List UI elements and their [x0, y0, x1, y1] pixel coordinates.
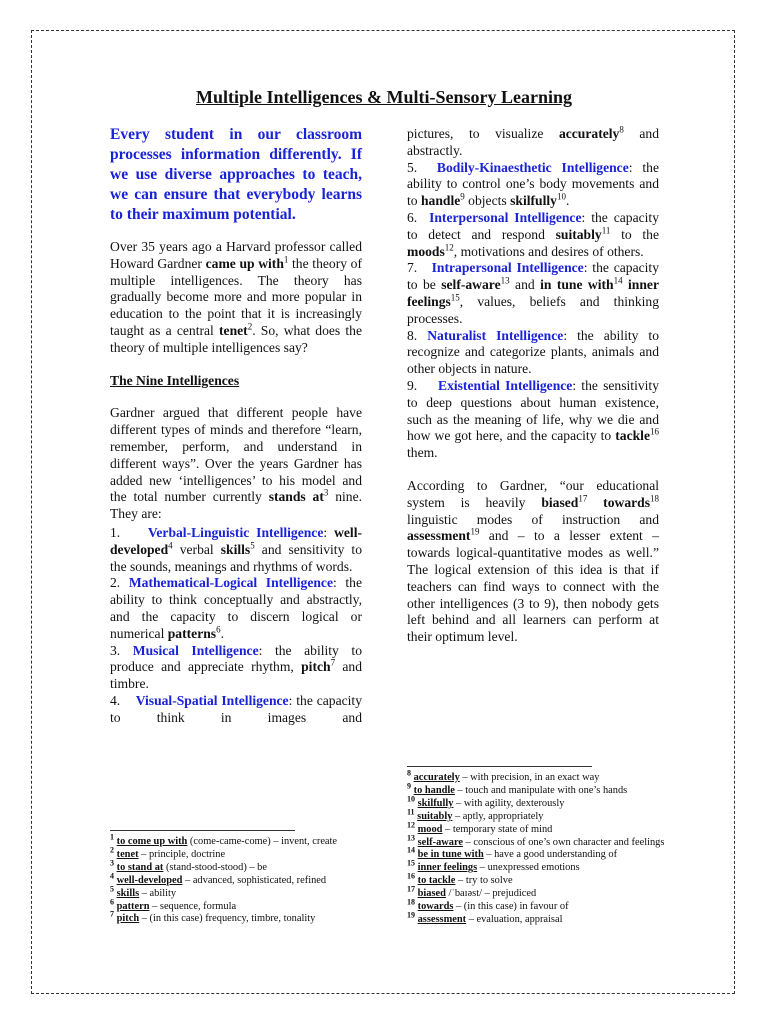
list-item: [407, 160, 659, 210]
footnote-definition: – touch and manipulate with one’s hands: [454, 784, 628, 796]
intelligence-list-right: [407, 126, 659, 462]
item-text: and abstractly.: [407, 126, 659, 158]
footnote-number: 13: [407, 833, 415, 843]
footnote-number: 17: [407, 884, 415, 894]
footnote: [407, 871, 669, 888]
footnote-term: be in tune with: [417, 849, 484, 861]
footnote-ref: 2: [247, 321, 253, 332]
footnote-number: 3: [110, 858, 114, 868]
item-term: tackle: [615, 428, 650, 444]
item-number: 4.: [110, 692, 121, 708]
footnote-definition: (come-came-come) – invent, create: [187, 836, 338, 847]
intro-term: came up with: [205, 255, 284, 271]
item-text: : the ability to think conceptually and abstractly, and the capacity to discern logical or numerical: [110, 575, 362, 641]
footnote-term: inner feelings: [417, 862, 478, 874]
footnote-term: accurately: [413, 772, 460, 783]
footnote-term: to handle: [413, 784, 455, 796]
footnotes-right: [407, 768, 669, 927]
footnote-definition: – try to solve: [455, 875, 513, 887]
item-text: , values, beliefs and thinking processes.: [407, 293, 659, 326]
footnote: [110, 897, 365, 914]
intelligence-list-left: [110, 525, 362, 727]
para-term: towards: [603, 494, 650, 510]
list-item: [110, 575, 362, 642]
item-number: 8.: [407, 327, 418, 343]
item-text: .: [565, 193, 570, 209]
footnote-term: to stand at: [116, 861, 164, 873]
para-term: stands at: [268, 489, 324, 505]
list-item: [407, 210, 659, 260]
footnote-ref: 14: [613, 275, 623, 286]
footnote: [407, 910, 669, 927]
footnote-definition: – evaluation, appraisal: [466, 913, 563, 925]
intelligence-name: Intrapersonal Intelligence: [431, 260, 584, 276]
item-number: 6.: [407, 209, 418, 225]
item-text: and sensitivity to the sounds, meanings and rhythms of words.: [110, 541, 362, 574]
footnote-number: 18: [407, 897, 415, 907]
intelligence-name: Existential Intelligence: [438, 377, 573, 393]
footnote-ref: 10: [556, 191, 566, 202]
footnote: [110, 871, 365, 888]
item-text: objects: [464, 193, 511, 209]
item-text: : the ability to control one’s body movements and to: [407, 159, 659, 209]
footnote-ref: 5: [250, 540, 255, 551]
para-term: biased: [541, 494, 579, 510]
list-item: [110, 525, 362, 575]
footnote-term: mood: [417, 823, 443, 835]
footnote-ref: 13: [500, 275, 510, 286]
footnote-definition: – with precision, in an exact way: [459, 772, 600, 783]
footnote-term: pitch: [116, 913, 140, 925]
footnote-term: tenet: [116, 848, 139, 860]
item-number: 9.: [407, 377, 418, 393]
footnote: [407, 807, 669, 824]
footnote-ref: 18: [650, 493, 659, 504]
item-term: suitably: [555, 226, 602, 242]
footnote-ref: 9: [460, 191, 465, 202]
para-text: and – to a lesser extent – towards logical-quantitative modes as well.” The logical extension of this idea is that if teachers can find ways to connect with the other intelligences (3 to 9), then nobody gets left behind and all learners can perform at their optimum level.: [407, 528, 659, 645]
item-number: 1.: [110, 524, 121, 540]
footnote-ref: 1: [283, 254, 289, 265]
footnote: [110, 845, 365, 862]
item-text: to the: [610, 226, 659, 242]
footnote-number: 4: [110, 871, 114, 881]
footnote: [407, 897, 669, 914]
para-term: assessment: [407, 528, 471, 544]
para-text: nine. They are:: [110, 489, 363, 522]
footnote-term: assessment: [417, 913, 467, 925]
footnote-term: skilfully: [417, 797, 454, 809]
footnote-ref: 16: [650, 426, 659, 437]
footnote-ref: 7: [330, 657, 336, 668]
item-number: 2.: [110, 575, 121, 591]
item-term: inner feelings: [407, 277, 659, 309]
list-item: [407, 328, 659, 378]
footnote-number: 1: [110, 832, 114, 842]
para-text: [587, 495, 603, 510]
list-item: [407, 378, 659, 462]
item-text: : the capacity to detect and respond: [407, 209, 660, 242]
footnote-definition: – (in this case) frequency, timbre, tonality: [139, 913, 316, 925]
item-term: well-developed: [110, 524, 362, 557]
footnote-definition: – ability: [139, 887, 177, 899]
para-text: According to Gardner, “our educational system is heavily: [407, 477, 659, 510]
intelligence-name: Verbal-Linguistic Intelligence: [147, 524, 324, 540]
intelligence-name: Interpersonal Intelligence: [429, 209, 582, 225]
footnote-definition: – unexpressed emotions: [477, 862, 580, 874]
item-term: skilfully: [510, 193, 557, 209]
intelligence-name: Musical Intelligence: [132, 642, 259, 658]
footnote-definition: – have a good understanding of: [483, 849, 618, 861]
footnote-definition: – with agility, dexterously: [453, 797, 565, 809]
list-item: [110, 693, 362, 727]
footnote-term: suitably: [417, 810, 453, 822]
footnote: [407, 858, 669, 875]
list-item: [407, 260, 659, 327]
footnote-number: 5: [110, 884, 114, 894]
footnote: [407, 833, 669, 850]
footnote: [407, 794, 669, 811]
footnote-term: to tackle: [417, 875, 456, 887]
footnote: [407, 768, 669, 785]
item-term: skills: [220, 541, 251, 557]
item-term: pitch: [301, 659, 331, 675]
item-text: : the ability to recognize and categorize plants, animals and other objects in nature.: [407, 327, 659, 377]
footnote-definition: (stand-stood-stood) – be: [163, 861, 267, 873]
page-title: Multiple Intelligences & Multi-Sensory Learning: [196, 87, 572, 107]
footnote-ref: 3: [323, 487, 329, 498]
footnote-term: skills: [116, 887, 140, 899]
item-number: 3.: [110, 642, 121, 658]
item-text: verbal: [172, 541, 221, 557]
footnote: [407, 781, 669, 798]
footnote-ref: 11: [601, 225, 611, 236]
item-text: and: [509, 277, 541, 293]
intelligence-name: Mathematical-Logical Intelligence: [128, 575, 333, 591]
footnote-ref: 17: [578, 493, 588, 504]
item-text: : the ability to produce and appreciate rhythm,: [110, 642, 362, 675]
footnote-number: 15: [407, 858, 415, 868]
item-term: self-aware: [441, 277, 501, 293]
footnote: [407, 820, 669, 837]
footnote-ref: 19: [470, 526, 480, 537]
footnote-ref: 8: [619, 124, 624, 135]
footnote: [110, 884, 365, 901]
item-term: handle: [420, 193, 461, 209]
item-text: :: [323, 524, 335, 540]
footnote-ref: 6: [216, 624, 221, 635]
intelligence-name: Bodily-Kinaesthetic Intelligence: [436, 159, 629, 175]
footnote-term: to come up with: [116, 836, 188, 847]
footnote: [407, 845, 669, 862]
footnote-definition: – (in this case) in favour of: [453, 901, 569, 913]
footnote-ref: 15: [450, 292, 460, 303]
footnote-number: 2: [110, 845, 114, 855]
footnote-number: 10: [407, 794, 415, 804]
footnote-ref: 4: [168, 540, 173, 551]
footnote-number: 6: [110, 897, 114, 907]
item-text: them.: [407, 445, 438, 461]
footnote-number: 7: [110, 909, 114, 919]
footnote-term: well-developed: [116, 874, 183, 886]
footnote-number: 16: [407, 871, 415, 881]
footnote: [110, 832, 365, 849]
footnote-definition: – advanced, sophisticated, refined: [182, 874, 327, 886]
item-text-split: : the capacity to think in images and: [110, 692, 362, 725]
item-number: 5.: [407, 159, 418, 175]
item-number: 7.: [407, 260, 418, 276]
footnote-number: 19: [407, 910, 415, 920]
item-text: : the sensitivity to deep questions about human existence, such as the meaning of life, why we die and how we got here, and the capacity to: [407, 377, 659, 444]
footnote-ref: 12: [444, 242, 454, 253]
footnotes-left: [110, 832, 365, 926]
footnote-definition: – conscious of one’s own character and feelings: [463, 836, 665, 848]
para-text: linguistic modes of instruction and: [407, 511, 659, 527]
intro-text: Over 35 years ago a Harvard professor called Howard Gardner: [110, 239, 362, 271]
list-item: [110, 643, 362, 693]
footnote: [110, 909, 365, 926]
item-text: , motivations and desires of others.: [453, 243, 644, 259]
footnote-number: 12: [407, 820, 415, 830]
intelligence-name: Visual-Spatial Intelligence: [135, 692, 289, 708]
lead-paragraph: Every student in our classroom processes information differently. If we use diverse approaches to teach, we can ensure that everybody learns to their maximum potential.: [110, 126, 362, 223]
intro-term: tenet: [219, 322, 248, 338]
footnote-definition: – sequence, formula: [149, 900, 237, 912]
item-term: patterns: [167, 625, 217, 641]
item-text: .: [220, 625, 224, 641]
footnote-number: 8: [407, 768, 411, 778]
item-text: and timbre.: [110, 659, 363, 692]
footnote-number: 14: [407, 845, 415, 855]
conclusion-paragraph: [407, 478, 659, 646]
item-text-continued: pictures, to visualize: [407, 126, 559, 141]
footnote-rule-right: [407, 766, 592, 767]
footnote-term: pattern: [116, 900, 150, 912]
section-heading: The Nine Intelligences: [110, 372, 240, 388]
gardner-paragraph: [110, 405, 362, 523]
footnote-term: self-aware: [417, 836, 464, 848]
intro-paragraph: [110, 239, 362, 357]
footnote-number: 11: [407, 807, 415, 817]
right-column: [407, 126, 659, 662]
footnote-definition: – temporary state of mind: [442, 823, 553, 835]
item-text: : the capacity to be: [407, 260, 660, 293]
list-item-continued: [407, 126, 659, 160]
item-term: moods: [407, 243, 445, 259]
footnote-term: biased: [417, 888, 446, 900]
intro-text: the theory of multiple intelligences. The theory has gradually become more and more popular in education to the point that it is increasingly taught as a central: [110, 255, 362, 338]
intelligence-name: Naturalist Intelligence: [427, 327, 564, 343]
footnote: [110, 858, 365, 875]
footnote-definition: /ˈbaɪəst/ – prejudiced: [445, 888, 537, 900]
footnote-term: towards: [417, 901, 454, 913]
footnote: [407, 884, 669, 901]
para-text: Gardner argued that different people have different types of minds and therefore “learn, remember, perform, and understand in different ways”. Over the years Gardner has added new ‘intelligences’ to his model and the total number currently: [110, 405, 362, 505]
item-term: accurately: [558, 126, 620, 141]
item-term: in tune with: [540, 277, 614, 293]
footnote-rule-left: [110, 830, 295, 831]
footnote-definition: – principle, doctrine: [138, 848, 226, 860]
footnote-definition: – aptly, appropriately: [452, 810, 544, 822]
intro-text: . So, what does the theory of multiple intelligences say?: [110, 322, 362, 355]
footnote-number: 9: [407, 781, 411, 791]
left-column: [110, 125, 362, 727]
